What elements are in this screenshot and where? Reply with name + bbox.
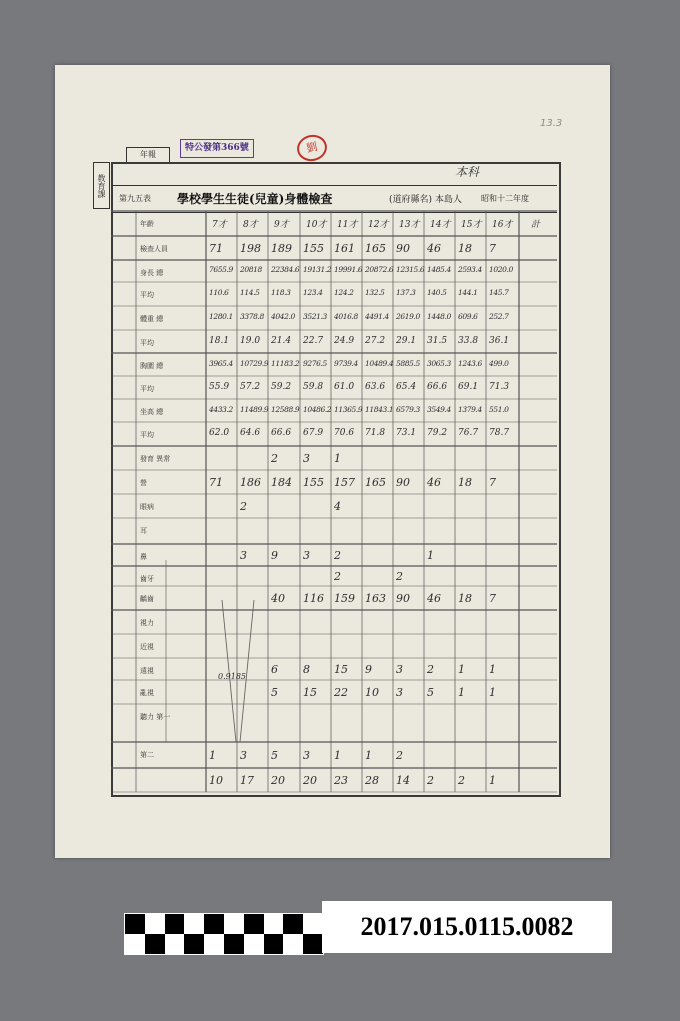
data-cell: 252.7 bbox=[489, 312, 509, 321]
reference-ink-stamp: 特公發第366號 bbox=[180, 139, 254, 158]
data-cell: 189 bbox=[271, 242, 292, 255]
data-cell: 21.4 bbox=[271, 335, 292, 346]
data-cell: 5 bbox=[427, 686, 434, 699]
data-cell: 14 bbox=[396, 774, 410, 787]
data-cell: 79.2 bbox=[427, 428, 448, 438]
data-cell: 73.1 bbox=[396, 428, 417, 438]
data-cell: 31.5 bbox=[427, 335, 448, 346]
data-cell: 18 bbox=[458, 476, 472, 489]
data-cell: 11183.2 bbox=[271, 358, 300, 368]
data-cell: 90 bbox=[396, 242, 410, 255]
data-cell: 2 bbox=[396, 570, 403, 583]
age-header: 8才 bbox=[243, 220, 258, 230]
calibration-square bbox=[204, 914, 224, 934]
calibration-square bbox=[283, 934, 303, 954]
row-label: 胸圍 總 bbox=[140, 362, 164, 370]
age-header: 9才 bbox=[274, 220, 289, 230]
data-cell: 118.3 bbox=[271, 288, 291, 297]
row-label: 遠視 bbox=[140, 667, 154, 675]
age-header: 7才 bbox=[212, 220, 227, 230]
age-header: 12才 bbox=[368, 220, 389, 230]
data-cell: 66.6 bbox=[271, 428, 292, 438]
data-cell: 46 bbox=[427, 592, 441, 605]
row-label: 體重 總 bbox=[140, 315, 164, 323]
data-cell: 15 bbox=[303, 686, 317, 699]
data-cell: 4042.0 bbox=[271, 312, 295, 321]
data-cell: 27.2 bbox=[365, 335, 386, 346]
row-label: 檢查人員 bbox=[140, 245, 168, 253]
prefecture-label: (道府縣名) 本島人 bbox=[389, 195, 462, 205]
data-cell: 198 bbox=[240, 242, 261, 255]
row-label: 平均 bbox=[140, 291, 154, 299]
data-cell: 18 bbox=[458, 592, 472, 605]
data-cell: 1280.1 bbox=[209, 312, 233, 321]
data-cell: 1 bbox=[334, 749, 341, 762]
data-cell: 1 bbox=[334, 452, 341, 465]
data-cell: 11365.9 bbox=[334, 404, 363, 414]
data-cell: 2 bbox=[427, 663, 434, 676]
data-cell: 10486.2 bbox=[303, 404, 332, 414]
data-cell: 2 bbox=[334, 549, 341, 562]
data-cell: 59.8 bbox=[303, 381, 324, 392]
data-cell: 71 bbox=[209, 242, 223, 255]
row-label: 視力 bbox=[140, 619, 154, 627]
data-cell: 1 bbox=[458, 686, 465, 699]
data-cell: 10489.4 bbox=[365, 358, 394, 368]
data-cell: 55.9 bbox=[209, 381, 230, 392]
catalog-number-label: 2017.015.0115.0082 bbox=[322, 901, 612, 953]
data-cell: 19131.2 bbox=[303, 265, 332, 274]
data-cell: 36.1 bbox=[489, 335, 510, 346]
row-label: 鼻 bbox=[140, 553, 147, 561]
calibration-square bbox=[264, 914, 284, 934]
data-cell: 20 bbox=[271, 774, 285, 787]
data-cell: 1 bbox=[489, 774, 496, 787]
data-cell: 3 bbox=[240, 549, 247, 562]
data-cell: 551.0 bbox=[489, 404, 509, 414]
pencil-margin-note: 0.9185 bbox=[218, 672, 246, 681]
data-cell: 145.7 bbox=[489, 288, 509, 297]
row-label: 身長 總 bbox=[140, 269, 164, 277]
data-cell: 116 bbox=[303, 592, 324, 605]
data-cell: 3 bbox=[240, 749, 247, 762]
data-cell: 4491.4 bbox=[365, 312, 389, 321]
data-cell: 165 bbox=[365, 242, 386, 255]
data-cell: 2593.4 bbox=[458, 265, 482, 274]
row-label: 齒牙 bbox=[140, 575, 154, 583]
row-label: 第二 bbox=[140, 751, 154, 759]
red-personal-seal: 劉 bbox=[295, 132, 330, 164]
data-cell: 10 bbox=[209, 774, 223, 787]
data-cell: 12588.9 bbox=[271, 404, 300, 414]
data-cell: 3 bbox=[303, 452, 310, 465]
calibration-square bbox=[244, 934, 264, 954]
data-cell: 59.2 bbox=[271, 381, 292, 392]
calibration-square bbox=[184, 914, 204, 934]
data-cell: 19991.6 bbox=[334, 265, 363, 274]
data-cell: 70.6 bbox=[334, 428, 355, 438]
data-cell: 184 bbox=[271, 476, 292, 489]
total-header: 計 bbox=[531, 220, 541, 230]
age-header: 13才 bbox=[399, 220, 420, 230]
fiscal-year: 昭和十二年度 bbox=[481, 194, 529, 203]
data-cell: 4016.8 bbox=[334, 312, 358, 321]
calibration-square bbox=[125, 914, 145, 934]
data-cell: 123.4 bbox=[303, 288, 323, 297]
data-cell: 499.0 bbox=[489, 358, 509, 368]
data-cell: 140.5 bbox=[427, 288, 447, 297]
data-cell: 10729.9 bbox=[240, 358, 269, 368]
calibration-square bbox=[283, 914, 303, 934]
data-cell: 33.8 bbox=[458, 335, 479, 346]
data-cell: 40 bbox=[271, 592, 285, 605]
data-cell: 71 bbox=[209, 476, 223, 489]
data-cell: 2 bbox=[240, 500, 247, 513]
education-section-box: 教育課 bbox=[93, 162, 110, 209]
data-cell: 18.1 bbox=[209, 335, 230, 346]
row-label: 平均 bbox=[140, 385, 154, 393]
data-cell: 1 bbox=[365, 749, 372, 762]
data-cell: 186 bbox=[240, 476, 261, 489]
data-cell: 61.0 bbox=[334, 381, 355, 392]
data-cell: 17 bbox=[240, 774, 254, 787]
data-cell: 155 bbox=[303, 242, 324, 255]
calibration-square bbox=[204, 934, 224, 954]
data-cell: 137.3 bbox=[396, 288, 416, 297]
row-label: 亂視 bbox=[140, 689, 154, 697]
calibration-square bbox=[125, 934, 145, 954]
data-cell: 22.7 bbox=[303, 335, 324, 346]
data-cell: 67.9 bbox=[303, 428, 324, 438]
data-cell: 18 bbox=[458, 242, 472, 255]
data-cell: 46 bbox=[427, 476, 441, 489]
data-cell: 5 bbox=[271, 749, 278, 762]
grid-line bbox=[240, 600, 254, 742]
data-cell: 10 bbox=[365, 686, 379, 699]
row-label: 年齡 bbox=[140, 220, 154, 228]
data-cell: 3 bbox=[396, 663, 403, 676]
age-header: 10才 bbox=[306, 220, 327, 230]
data-cell: 9 bbox=[271, 549, 278, 562]
data-cell: 2 bbox=[334, 570, 341, 583]
data-cell: 9739.4 bbox=[334, 358, 358, 368]
data-cell: 90 bbox=[396, 476, 410, 489]
calibration-square bbox=[264, 934, 284, 954]
data-cell: 1448.0 bbox=[427, 312, 451, 321]
data-cell: 144.1 bbox=[458, 288, 478, 297]
data-cell: 2619.0 bbox=[396, 312, 420, 321]
data-cell: 110.6 bbox=[209, 288, 229, 297]
data-cell: 20 bbox=[303, 774, 317, 787]
data-cell: 3 bbox=[303, 549, 310, 562]
data-cell: 29.1 bbox=[396, 335, 417, 346]
data-cell: 3549.4 bbox=[427, 404, 451, 414]
data-cell: 2 bbox=[271, 452, 278, 465]
data-cell: 69.1 bbox=[458, 381, 479, 392]
data-cell: 9276.5 bbox=[303, 358, 327, 368]
data-cell: 11489.9 bbox=[240, 404, 269, 414]
data-cell: 5 bbox=[271, 686, 278, 699]
data-cell: 159 bbox=[334, 592, 355, 605]
data-cell: 78.7 bbox=[489, 428, 510, 438]
data-cell: 2 bbox=[458, 774, 465, 787]
data-cell: 20872.6 bbox=[365, 265, 394, 274]
data-cell: 1243.6 bbox=[458, 358, 482, 368]
row-label: 耳 bbox=[140, 527, 147, 535]
calibration-square bbox=[145, 914, 165, 934]
row-label: 平均 bbox=[140, 339, 154, 347]
data-cell: 66.6 bbox=[427, 381, 448, 392]
data-cell: 1 bbox=[489, 663, 496, 676]
data-cell: 1485.4 bbox=[427, 265, 451, 274]
row-label: 齲齒 bbox=[140, 595, 154, 603]
data-cell: 24.9 bbox=[334, 335, 355, 346]
data-cell: 6579.3 bbox=[396, 404, 420, 414]
data-cell: 2 bbox=[427, 774, 434, 787]
data-cell: 19.0 bbox=[240, 335, 261, 346]
data-cell: 3 bbox=[303, 749, 310, 762]
data-cell: 3965.4 bbox=[209, 358, 233, 368]
data-cell: 8 bbox=[303, 663, 310, 676]
data-cell: 4433.2 bbox=[209, 404, 233, 414]
data-cell: 23 bbox=[334, 774, 348, 787]
data-cell: 7 bbox=[489, 476, 496, 489]
data-cell: 7655.9 bbox=[209, 265, 233, 274]
age-header: 14才 bbox=[430, 220, 451, 230]
data-cell: 3065.3 bbox=[427, 358, 451, 368]
row-label: 聽力 第一 bbox=[140, 713, 171, 721]
data-cell: 12315.6 bbox=[396, 265, 425, 274]
data-cell: 157 bbox=[334, 476, 355, 489]
data-cell: 1379.4 bbox=[458, 404, 482, 414]
row-label: 營 bbox=[140, 479, 147, 487]
data-cell: 1 bbox=[458, 663, 465, 676]
subject-header: 本科 bbox=[455, 165, 480, 179]
data-cell: 71.8 bbox=[365, 428, 386, 438]
data-cell: 11843.1 bbox=[365, 404, 394, 414]
data-cell: 114.5 bbox=[240, 288, 260, 297]
data-cell: 165 bbox=[365, 476, 386, 489]
calibration-square bbox=[303, 914, 323, 934]
calibration-square bbox=[303, 934, 323, 954]
calibration-square bbox=[184, 934, 204, 954]
calibration-square bbox=[165, 914, 185, 934]
grid-line bbox=[222, 600, 236, 742]
data-cell: 3378.8 bbox=[240, 312, 264, 321]
row-label: 坐高 總 bbox=[140, 408, 164, 416]
age-header: 15才 bbox=[461, 220, 482, 230]
row-label: 平均 bbox=[140, 431, 154, 439]
data-cell: 22384.6 bbox=[271, 265, 300, 274]
row-label: 眼病 bbox=[140, 503, 154, 511]
data-cell: 124.2 bbox=[334, 288, 354, 297]
data-cell: 1 bbox=[427, 549, 434, 562]
calibration-square bbox=[244, 914, 264, 934]
color-calibration-strip bbox=[124, 913, 324, 955]
row-label: 發育 異常 bbox=[140, 455, 171, 463]
data-cell: 28 bbox=[365, 774, 379, 787]
data-cell: 90 bbox=[396, 592, 410, 605]
data-cell: 76.7 bbox=[458, 428, 479, 438]
data-cell: 161 bbox=[334, 242, 355, 255]
data-cell: 63.6 bbox=[365, 381, 386, 392]
calibration-square bbox=[145, 934, 165, 954]
document-title: 學校學生生徒(兒童)身體檢查 bbox=[177, 192, 333, 206]
data-cell: 1020.0 bbox=[489, 265, 513, 274]
data-cell: 71.3 bbox=[489, 381, 510, 392]
data-cell: 2 bbox=[396, 749, 403, 762]
data-cell: 7 bbox=[489, 242, 496, 255]
data-cell: 6 bbox=[271, 663, 278, 676]
data-cell: 20818 bbox=[240, 265, 262, 274]
calibration-square bbox=[224, 914, 244, 934]
data-cell: 7 bbox=[489, 592, 496, 605]
data-cell: 4 bbox=[334, 500, 341, 513]
calibration-square bbox=[224, 934, 244, 954]
age-header: 16才 bbox=[492, 220, 513, 230]
row-label: 近視 bbox=[140, 643, 154, 651]
calibration-square bbox=[165, 934, 185, 954]
data-cell: 1 bbox=[209, 749, 216, 762]
data-cell: 3521.3 bbox=[303, 312, 327, 321]
data-cell: 65.4 bbox=[396, 381, 417, 392]
data-cell: 132.5 bbox=[365, 288, 385, 297]
age-header: 11才 bbox=[337, 220, 358, 230]
data-cell: 609.6 bbox=[458, 312, 478, 321]
data-cell: 9 bbox=[365, 663, 372, 676]
data-cell: 155 bbox=[303, 476, 324, 489]
data-cell: 46 bbox=[427, 242, 441, 255]
data-cell: 163 bbox=[365, 592, 386, 605]
data-cell: 5885.5 bbox=[396, 358, 420, 368]
data-cell: 3 bbox=[396, 686, 403, 699]
corner-note: 13.3 bbox=[540, 118, 563, 129]
data-cell: 64.6 bbox=[240, 428, 261, 438]
data-cell: 15 bbox=[334, 663, 348, 676]
data-cell: 57.2 bbox=[240, 381, 261, 392]
data-cell: 22 bbox=[334, 686, 348, 699]
data-cell: 1 bbox=[489, 686, 496, 699]
table-number: 第九五表 bbox=[119, 194, 151, 203]
data-cell: 62.0 bbox=[209, 428, 230, 438]
nenpo-box: 年報 bbox=[126, 147, 170, 163]
